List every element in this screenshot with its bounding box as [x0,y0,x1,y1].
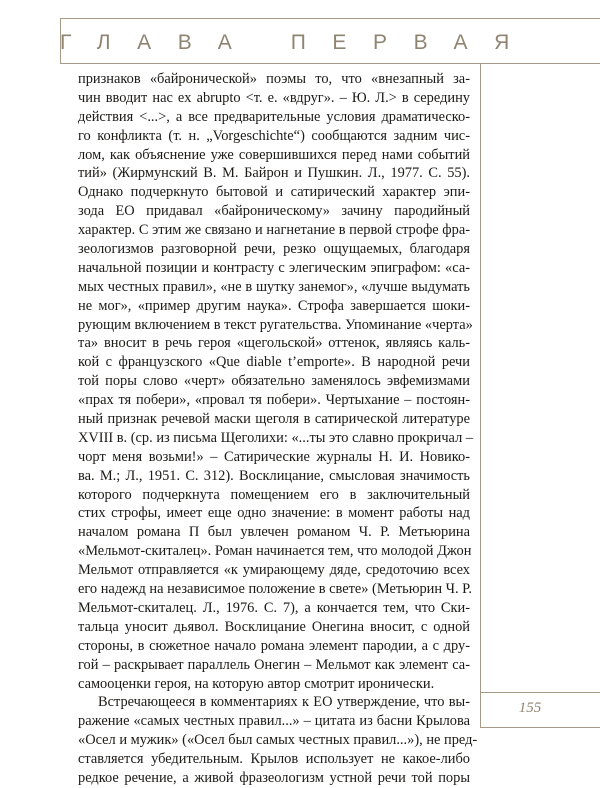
text-line: признаков «байронической» поэмы то, что «внезапный за- [78,71,470,87]
text-line: зеологизмов разговорной речи, резко ощущаемых, благодаря [78,241,470,258]
text-line: тий» (Жирмунский В. М. Байрон и Пушкин. Л., 1977. С. 55). [78,165,470,182]
text-line: редкое речение, а живой фразеологизм устной речи той поры [78,769,470,786]
body-text [78,70,478,788]
text-line: начальной позиции и контрасту с элегическим эпиграфом: «са- [78,259,470,276]
text-line: ва. М.; Л., 1951. С. 312). Восклицание, смысловая значимость [78,467,470,484]
text-line: его надежд на независимое положение в свете» (Метьюрин Ч. Р. [78,581,472,598]
header-top-rule [60,18,600,19]
text-line: Встречающееся в комментариях к ЕО утверждение, что вы- [98,694,470,711]
text-line: кой с французского «Que diable t’emporte». В народной речи [78,354,470,371]
text-line: «прах тя побери», «провал тя побери». Чертыхание – постоян- [78,392,470,409]
text-line: характер. С этим же связано и нагнетание в первой строфе фра- [78,222,470,239]
text-line: тальца уносит дьявол. Восклицание Онегина вносит, с одной [78,618,470,635]
text-line: рующим включением в текст ругательства. Упоминание «черта» [78,316,473,333]
text-line: лом, как объяснение уже совершившихся перед нами событий [78,146,470,163]
text-line: началом романа П был увлечен романом Ч. Р. Метьюрина [78,524,470,541]
header-bottom-rule [60,63,600,64]
text-line: чорт меня возьми!» – Сатирические журналы Н. И. Новико- [78,448,470,465]
text-line: той поры слово «черт» обязательно заменялось эвфемизмами [78,373,470,390]
text-line: действия <...>, а все предварительные условия драматическо- [78,108,470,125]
page-number: 155 [518,700,542,716]
text-line: «Осел и мужик» («Осел был самых честных правил...»), не пред- [78,732,478,749]
text-line: самооценки героя, на которую автор смотрит иронически. [78,675,435,692]
text-line: не мог», «пример другим наука». Строфа завершается шоки- [78,297,470,314]
footer-top-rule [480,692,600,693]
text-line: стих строфы, имеет еще одно значение: в момент работы над [78,505,470,522]
text-line: гой – раскрывает параллель Онегин – Мельмот как элемент са- [78,656,470,673]
text-line: Однако подчеркнуто бытовой и сатирический характер эпи- [78,184,470,201]
text-line: ный признак речевой маски щеголя в сатирической литературе [78,411,470,428]
text-line: XVIII в. (ср. из письма Щеголихи: «...ты это славно прокричал – [78,429,474,446]
text-line: мых честных правил», «не в шутку занемог», «лучше выдумать [78,278,470,295]
text-line: зода ЕО придавал «байроническому» зачину пародийный [78,203,470,220]
margin-vertical-rule [480,63,481,728]
text-line: го конфликта (т. н. „Vorgeschichte“) сообщаются задним чис- [78,127,470,144]
text-line: ставляется убедительным. Крылов использует не какое-либо [78,751,470,768]
text-line: ражение «самых честных правил...» – цитата из басни Крылова [78,713,470,730]
text-line: которого подчеркнута помещением его в заключительный [78,486,470,503]
text-line: Мельмот отправляется «к умирающему дяде, средоточию всех [78,562,470,579]
text-line: «Мельмот-скиталец». Роман начинается тем, что молодой Джон [78,543,472,560]
chapter-title: ГЛАВА ПЕРВАЯ [60,31,536,54]
text-line: та» вносит в речь героя «щегольской» оттенок, являясь каль- [78,335,470,352]
footer-bottom-rule [480,727,600,728]
text-line: чин вводит нас ex abrupto <т. е. «вдруг». – Ю. Л.> в середину [78,89,470,106]
text-line: стороны, в сюжетное начало романа элемент пародии, а с дру- [78,637,470,654]
text-line: Мельмот-скиталец. Л., 1976. С. 7), а кончается тем, что Ски- [78,599,470,616]
